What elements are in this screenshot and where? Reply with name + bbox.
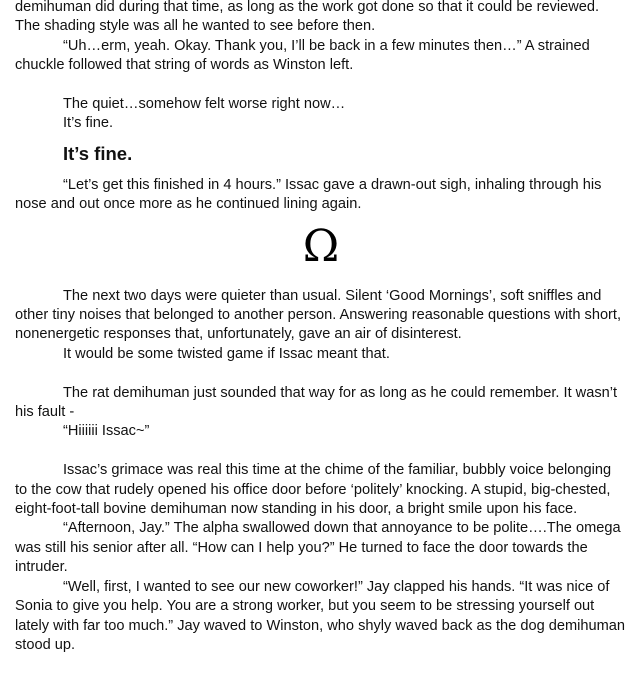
paragraph-twisted-game: It would be some twisted game if Issac meant that. xyxy=(63,345,390,362)
paragraph-shading-style: demihuman did during that time, as long as the work got done so that it could be reviewed. The shading style was all he wanted to see before then. xyxy=(15,0,600,35)
paragraph-its-fine: It’s fine. xyxy=(63,115,114,132)
emphasis-its-fine: It’s fine. xyxy=(63,142,133,164)
paragraph-issac-grimace: Issac’s grimace was real this time at the chime of the familiar, bubbly voice belonging to the cow that rudely opened his office door before ‘politely’ knocking. A stupid, big-chested, eight-foot-tall bovine demihuman now standing in his door, a bright smile upon his face. xyxy=(15,462,612,518)
paragraph-new-coworker: “Well, first, I wanted to see our new coworker!” Jay clapped his hands. “It was nice of Sonia to give you help. You are a strong worker, but you seem to be stressing yourself out lately with far too much.” Jay waved to Winston, who shyly waved back as the dog demihuman stood up. xyxy=(15,578,625,653)
paragraph-four-hours: “Let’s get this finished in 4 hours.” Issac gave a drawn-out sigh, inhaling through his nose and out once more as he continued lining again. xyxy=(15,176,602,213)
paragraph-winston-leaves: “Uh…erm, yeah. Okay. Thank you, I’ll be back in a few minutes then…” A strained chuckle followed that string of words as Winston left. xyxy=(15,37,590,74)
omega-section-break: Ω xyxy=(302,220,340,272)
paragraph-two-days: The next two days were quieter than usual. Silent ‘Good Mornings’, soft sniffles and other tiny noises that belonged to another person. Answering reasonable questions with short, nonenergetic responses that, unfortunately, gave an air of disinterest. xyxy=(15,287,622,343)
blank-line xyxy=(15,442,627,461)
paragraph-afternoon-jay: “Afternoon, Jay.” The alpha swallowed down that annoyance to be polite….The omega was still his senior after all. “How can I help you?” He turned to face the door towards the intruder. xyxy=(15,520,621,576)
paragraph-rat-demihuman: The rat demihuman just sounded that way for as long as he could remember. It wasn’t his fault - xyxy=(15,384,618,421)
blank-line xyxy=(15,364,627,383)
paragraph-quiet: The quiet…somehow felt worse right now… xyxy=(63,96,346,113)
blank-line xyxy=(15,76,627,95)
paragraph-hiiii-issac: “Hiiiiii Issac~” xyxy=(63,423,150,440)
document-page xyxy=(15,0,627,655)
